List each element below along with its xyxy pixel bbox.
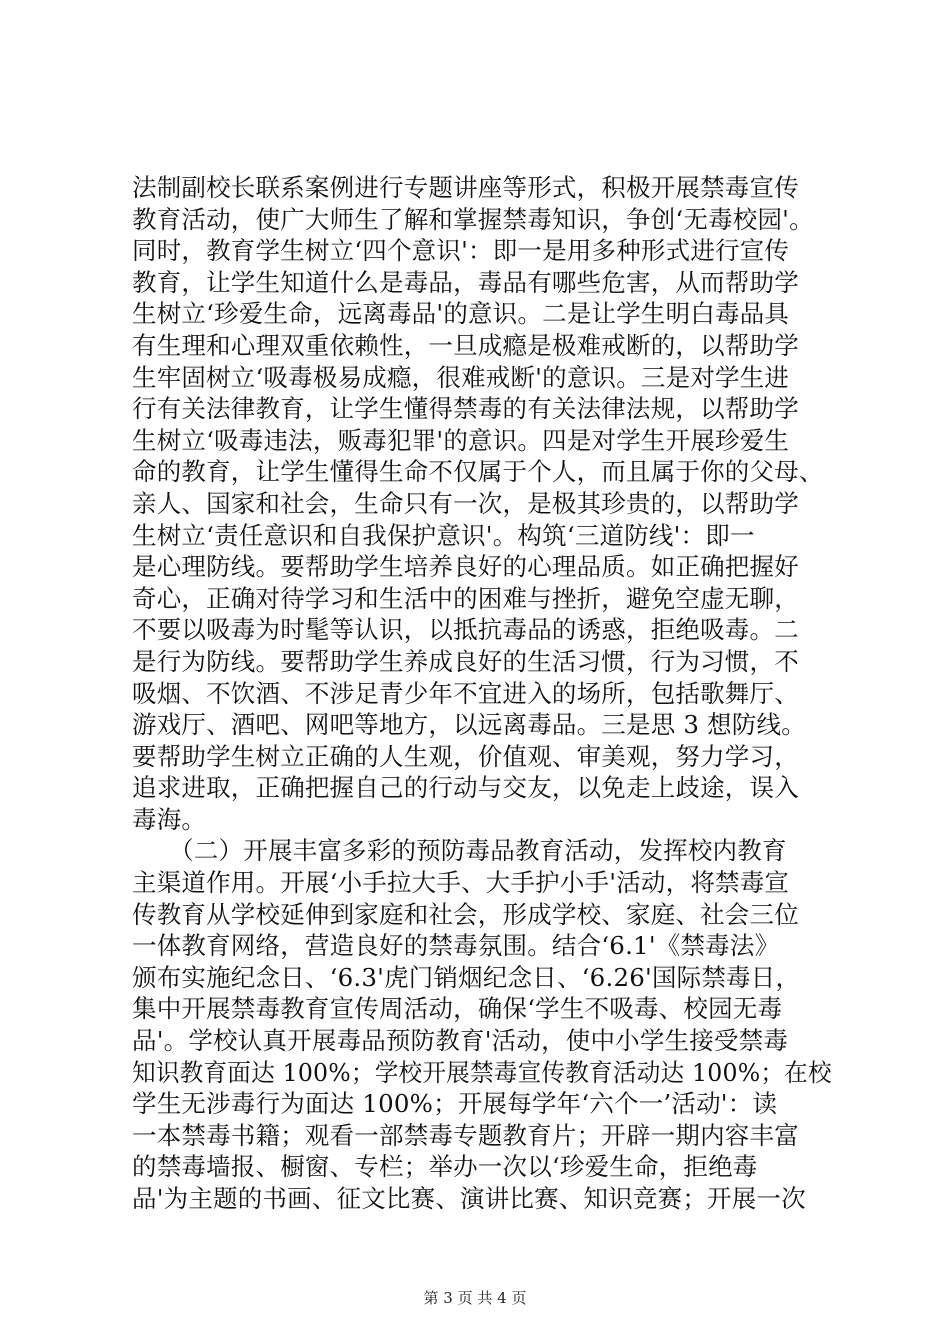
text-line: 一体教育网络，营造良好的禁毒氛围。结合‘6.1'《禁毒法》: [132, 931, 780, 961]
body-text: [132, 172, 832, 1215]
page-footer: 第 3 页 共 4 页: [423, 1289, 527, 1307]
text-line: 是行为防线。要帮助学生养成良好的生活习惯，行为习惯，不: [132, 646, 799, 676]
text-line: 命的教育，让学生懂得生命不仅属于个人，而且属于你的父母、: [132, 457, 824, 487]
text-line: （二）开展丰富多彩的预防毒品教育活动，发挥校内教育: [132, 836, 787, 866]
text-line: 法制副校长联系案例进行专题讲座等形式，积极开展禁毒宣传: [132, 173, 799, 202]
text-line: 行有关法律教育，让学生懂得禁毒的有关法律法规，以帮助学: [132, 394, 799, 424]
text-line: 有生理和心理双重依赖性，一旦成瘾是极难戒断的，以帮助学: [132, 330, 799, 360]
text-line: 吸烟、不饮酒、不涉足青少年不宜进入的场所，包括歌舞厅、: [132, 678, 799, 708]
text-line: 知识教育面达 100%；学校开展禁毒宣传教育活动达 100%；在校: [132, 1057, 832, 1087]
text-line: 奇心，正确对待学习和生活中的困难与挫折，避免空虚无聊，: [132, 583, 799, 613]
text-line: 不要以吸毒为时髦等认识，以抵抗毒品的诱惑，拒绝吸毒。二: [132, 615, 799, 645]
text-line: 教育活动，使广大师生了解和掌握禁毒知识，争创‘无毒校园'。: [132, 204, 814, 234]
text-line: 同时，教育学生树立‘四个意识'：即一是用多种形式进行宣传: [132, 236, 790, 266]
text-line: 生树立‘吸毒违法，贩毒犯罪'的意识。四是对学生开展珍爱生: [132, 425, 790, 455]
text-line: 品'。学校认真开展毒品预防教育'活动，使中小学生接受禁毒: [132, 1026, 789, 1056]
text-line: 游戏厅、酒吧、网吧等地方，以远离毒品。三是思 3 想防线。: [132, 710, 806, 740]
text-line: 品'为主题的书画、征文比赛、演讲比赛、知识竞赛；开展一次: [132, 1184, 806, 1213]
text-line: 毒海。: [132, 804, 207, 834]
text-line: 生树立‘责任意识和自我保护意识'。构筑‘三道防线'：即一: [132, 520, 755, 550]
text-line: 主渠道作用。开展‘小手拉大手、大手护小手'活动，将禁毒宣: [132, 868, 790, 898]
text-line: 亲人、国家和社会，生命只有一次，是极其珍贵的，以帮助学: [132, 488, 799, 518]
text-line: 集中开展禁毒教育宣传周活动，确保‘学生不吸毒、校园无毒: [132, 994, 783, 1024]
text-line: 追求进取，正确把握自己的行动与交友，以免走上歧途，误入: [132, 773, 799, 803]
text-line: 要帮助学生树立正确的人生观，价值观、审美观，努力学习，: [132, 741, 799, 771]
text-line: 教育，让学生知道什么是毒品，毒品有哪些危害，从而帮助学: [132, 267, 799, 297]
text-line: 颁布实施纪念日、‘6.3'虎门销烟纪念日、‘6.26'国际禁毒日，: [132, 962, 801, 992]
text-line: 是心理防线。要帮助学生培养良好的心理品质。如正确把握好: [132, 552, 799, 582]
text-line: 学生无涉毒行为面达 100%；开展每学年‘六个一’活动'：读: [132, 1089, 778, 1119]
text-line: 传教育从学校延伸到家庭和社会，形成学校、家庭、社会三位: [132, 899, 799, 929]
text-line: 生牢固树立‘吸毒极易成瘾，很难戒断'的意识。三是对学生进: [132, 362, 790, 392]
text-line: 的禁毒墙报、橱窗、专栏；举办一次以‘珍爱生命，拒绝毒: [132, 1152, 758, 1182]
text-line: 一本禁毒书籍；观看一部禁毒专题教育片；开辟一期内容丰富: [132, 1120, 799, 1150]
text-line: 生树立‘珍爱生命，远离毒品'的意识。二是让学生明白毒品具: [132, 299, 790, 329]
